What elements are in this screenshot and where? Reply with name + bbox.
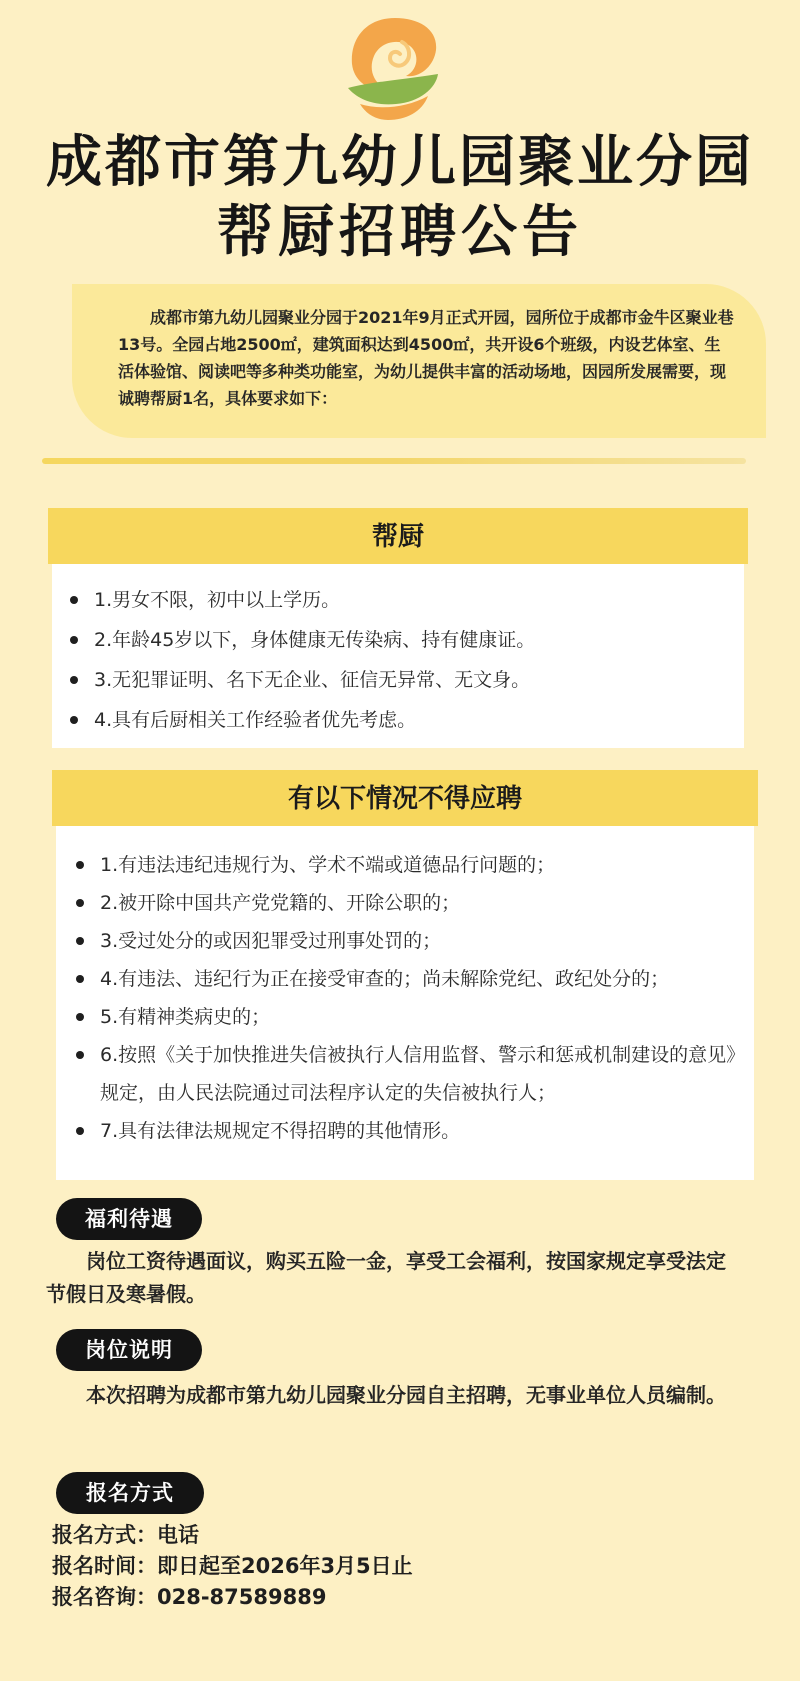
list-item xyxy=(68,1036,748,1112)
list-item-text: 5.有精神类病史的； xyxy=(100,1006,271,1028)
divider xyxy=(42,458,746,464)
kindergarten-logo xyxy=(340,12,450,124)
list-item xyxy=(68,1112,748,1150)
bullet-icon xyxy=(76,975,84,983)
bullet-icon xyxy=(70,636,78,644)
list-item xyxy=(68,846,748,884)
list-item xyxy=(68,884,748,922)
apply-time: 报名时间：即日起至2026年3月5日止 xyxy=(52,1554,413,1578)
position-card xyxy=(52,508,744,748)
list-item xyxy=(62,580,732,620)
list-item-text: 1.男女不限，初中以上学历。 xyxy=(94,589,341,611)
list-item-text: 6.按照《关于加快推进失信被执行人信用监督、警示和惩戒机制建设的意见》规定，由人民法院通过司法程序认定的失信被执行人； xyxy=(100,1044,746,1104)
list-item xyxy=(62,620,732,660)
list-item-text: 3.受过处分的或因犯罪受过刑事处罚的； xyxy=(100,930,442,952)
bullet-icon xyxy=(76,861,84,869)
exclusions-list xyxy=(68,846,748,1150)
position-title: 帮厨 xyxy=(48,508,748,564)
apply-consult-phone[interactable]: 报名咨询：028-87589889 xyxy=(52,1585,327,1609)
bullet-icon xyxy=(76,899,84,907)
apply-method: 报名方式：电话 xyxy=(52,1523,199,1547)
bullet-icon xyxy=(76,1013,84,1021)
job-note-text: 本次招聘为成都市第九幼儿园聚业分园自主招聘，无事业单位人员编制。 xyxy=(86,1383,726,1407)
list-item xyxy=(62,700,732,740)
job-note-label: 岗位说明 xyxy=(56,1329,202,1371)
list-item-text: 1.有违法违纪违规行为、学术不端或道德品行问题的； xyxy=(100,854,556,876)
list-item xyxy=(68,922,748,960)
page-subtitle: 帮厨招聘公告 xyxy=(217,200,583,265)
bullet-icon xyxy=(70,596,78,604)
intro-text: 成都市第九幼儿园聚业分园于2021年9月正式开园，园所位于成都市金牛区聚业巷13号。全园占地2500㎡，建筑面积达到4500㎡，共开设6个班级，内设艺体室、生活体验馆、阅读吧等多种类功能室，为幼儿提供丰富的活动场地，因园所发展需要，现诚聘帮厨1名，具体要求如下： xyxy=(118,308,734,408)
contact-info xyxy=(52,1520,752,1613)
benefits-text: 岗位工资待遇面议，购买五险一金，享受工会福利，按国家规定享受法定节假日及寒暑假。 xyxy=(46,1249,726,1306)
bullet-icon xyxy=(76,937,84,945)
intro-box xyxy=(72,284,766,438)
list-item-text: 4.具有后厨相关工作经验者优先考虑。 xyxy=(94,709,417,731)
benefits-label: 福利待遇 xyxy=(56,1198,202,1240)
list-item xyxy=(68,960,748,998)
list-item-text: 2.被开除中国共产党党籍的、开除公职的； xyxy=(100,892,461,914)
requirements-list xyxy=(62,580,732,740)
list-item-text: 4.有违法、违纪行为正在接受审查的；尚未解除党纪、政纪处分的； xyxy=(100,968,670,990)
exclusions-title: 有以下情况不得应聘 xyxy=(52,770,758,826)
page-title: 成都市第九幼儿园聚业分园 xyxy=(46,130,754,195)
list-item-text: 7.具有法律法规规定不得招聘的其他情形。 xyxy=(100,1120,461,1142)
list-item-text: 3.无犯罪证明、名下无企业、征信无异常、无文身。 xyxy=(94,669,531,691)
list-item xyxy=(68,998,748,1036)
apply-label: 报名方式 xyxy=(56,1472,204,1514)
bullet-icon xyxy=(76,1127,84,1135)
bullet-icon xyxy=(76,1051,84,1059)
bullet-icon xyxy=(70,676,78,684)
exclusions-card xyxy=(56,770,754,1180)
list-item-text: 2.年龄45岁以下，身体健康无传染病、持有健康证。 xyxy=(94,629,536,651)
list-item xyxy=(62,660,732,700)
bullet-icon xyxy=(70,716,78,724)
